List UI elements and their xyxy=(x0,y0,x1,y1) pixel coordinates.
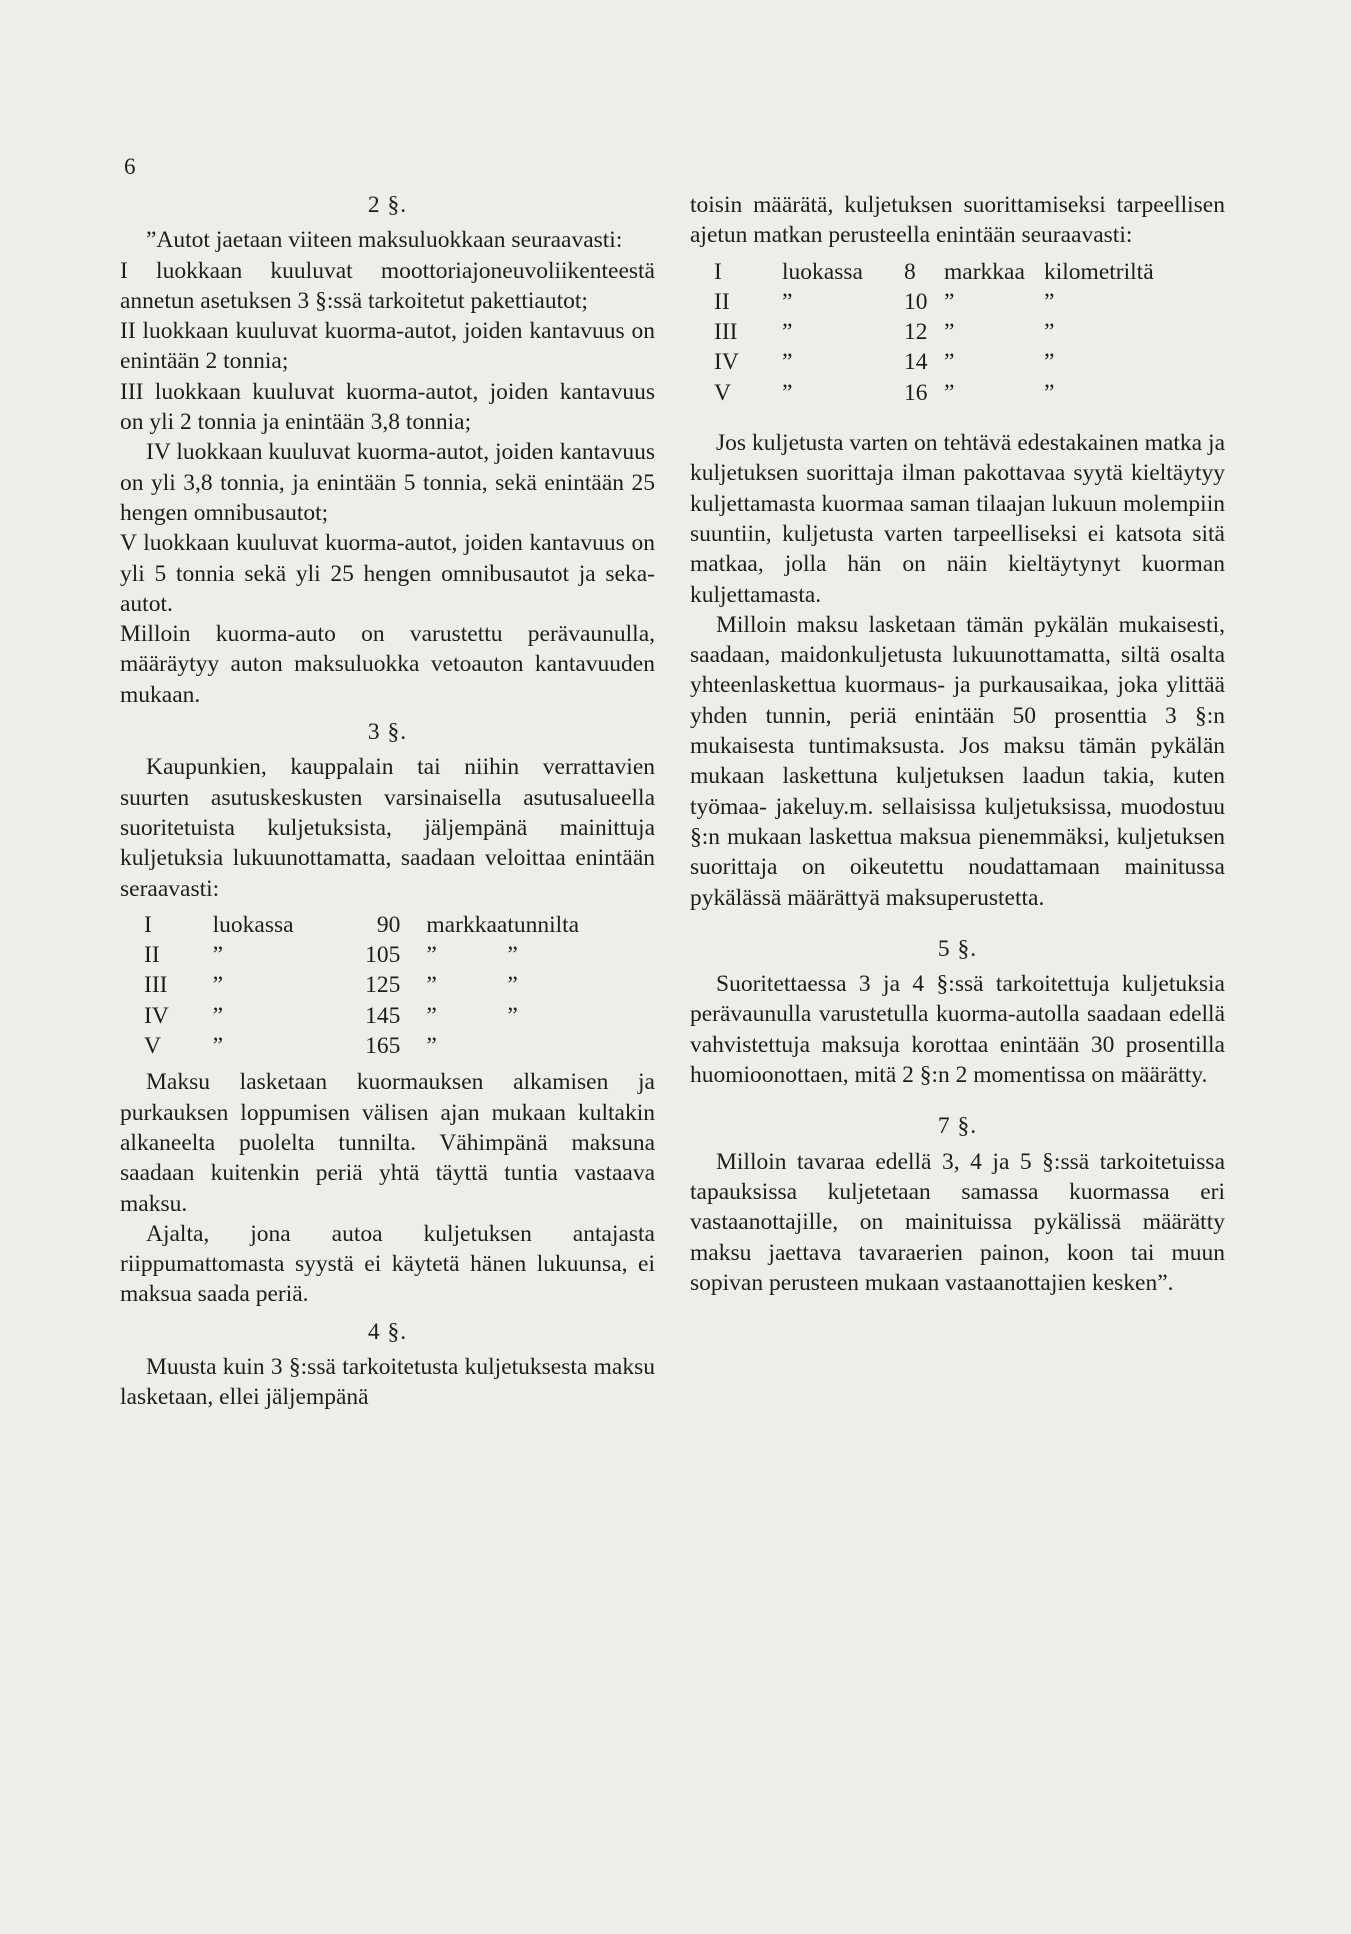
paragraph: Milloin kuorma-auto on varustettu perävaunulla, määräytyy auton maksuluokka vetoauton kantavuuden mukaan. xyxy=(120,621,655,708)
rate-cell: 145 xyxy=(365,1002,401,1029)
rate-cell: ” xyxy=(782,379,793,406)
rate-cell: I xyxy=(714,258,722,285)
rate-cell: I xyxy=(144,911,152,938)
section-heading: 4 §. xyxy=(367,1318,408,1345)
rate-cell: 125 xyxy=(365,972,401,999)
rate-cell: tunnilta xyxy=(507,911,580,938)
paragraph: Milloin maksu lasketaan tämän pykälän mukaisesti, saadaan, maidonkuljetusta lukuunottamatta, siltä osalta yhteenlaskettua kuormaus- ja purkausaikaa, joka ylittää yhden tunnin, periä enintään 50 prosenttia 3 §:n mukaisesta tuntimaksusta. Jos maksu tämän pykälän mukaan laskettuna kuljetuksen laadun takia, kuten työmaa- jakeluy.m. sellaisissa kuljetuksissa, muodostuu §:n mukaan laskettua maksua pienemmäksi, kuljetuksen suorittaja on oikeutettu noudattamaan mainitussa pykälässä määrättyä maksuperustetta. xyxy=(690,611,1225,911)
paragraph: Kaupunkien, kauppalain tai niihin verrattavien suurten asutuskeskusten varsinaisella asutusalueella suoritetuista kuljetuksista, jäljempänä mainittuja kuljetuksia lukuunottamatta, saadaan veloittaa enintään seraavasti: xyxy=(120,754,655,902)
rate-cell: II xyxy=(714,288,730,315)
rate-cell: luokassa xyxy=(212,911,294,938)
paragraph: V luokkaan kuuluvat kuorma-autot, joiden kantavuus on yli 5 tonnia sekä yli 25 hengen omnibusautot ja seka-autot. xyxy=(120,530,655,617)
rate-row xyxy=(714,287,1164,317)
rate-table xyxy=(714,257,1164,408)
rate-cell: 105 xyxy=(365,942,401,969)
paragraph: Milloin tavaraa edellä 3, 4 ja 5 §:ssä tarkoitetuissa tapauksissa kuljetetaan samassa kuormassa eri vastaanottajille, on mainituissa pykälissä määrätty maksu jaettava tavaraerien painon, koon tai muun sopivan perusteen mukaan vastaanottajien kesken”. xyxy=(690,1148,1225,1296)
section-heading: 7 §. xyxy=(937,1113,978,1140)
paragraph: ”Autot jaetaan viiteen maksuluokkaan seuraavasti: xyxy=(146,227,623,254)
rate-cell: ” xyxy=(212,1002,224,1029)
rate-row xyxy=(144,970,655,1000)
rate-cell: V xyxy=(144,1033,161,1060)
rate-cell: ” xyxy=(212,942,224,969)
paragraph: Ajalta, jona autoa kuljetuksen antajasta riippumattomasta syystä ei käytetä hänen lukuunsa, ei maksua saada periä. xyxy=(120,1220,655,1308)
rate-cell: V xyxy=(714,379,731,406)
paragraph: Maksu lasketaan kuormauksen alkamisen ja purkauksen loppumisen välisen ajan mukaan kultakin alkaneelta puolelta tunnilta. Vähimpänä maksuna saadaan kuitenkin periä yhtä täyttä tuntia vastaava maksu. xyxy=(120,1069,655,1217)
rate-cell: ” xyxy=(426,1002,437,1029)
rate-cell: luokassa xyxy=(782,258,863,285)
rate-cell: ” xyxy=(944,349,955,376)
section-heading: 3 §. xyxy=(367,719,408,746)
rate-cell xyxy=(507,1031,655,1061)
paragraph: IV luokkaan kuuluvat kuorma-autot, joiden kantavuus on yli 3,8 tonnia, ja enintään 5 tonnia, sekä enintään 25 hengen omnibusautot; xyxy=(120,439,655,526)
paragraph: III luokkaan kuuluvat kuorma-autot, joiden kantavuus on yli 2 tonnia ja enintään 3,8 tonnia; xyxy=(120,378,655,436)
rate-cell: 10 xyxy=(904,288,928,315)
spacer xyxy=(690,1090,1225,1104)
rate-cell: ” xyxy=(426,942,437,969)
rate-cell: 8 xyxy=(904,258,916,285)
rate-cell: markkaa xyxy=(426,911,508,938)
rate-table xyxy=(144,910,655,1061)
page-number: 6 xyxy=(124,154,136,179)
spacer xyxy=(690,414,1225,428)
rate-cell: ” xyxy=(944,319,955,346)
rate-cell: ” xyxy=(782,288,793,315)
rate-cell: kilometriltä xyxy=(1044,258,1154,285)
paragraph: Suoritettaessa 3 ja 4 §:ssä tarkoitettuja kuljetuksia perävaunulla varustetulla kuorma-autolla saadaan edellä vahvistettuja maksuja korottaa enintään 30 prosentilla huomioonottaen, mitä 2 §:n 2 momentissa on määrätty. xyxy=(690,971,1225,1089)
section-heading: 5 §. xyxy=(937,935,978,962)
rate-row xyxy=(714,347,1164,377)
rate-cell: ” xyxy=(1044,379,1055,406)
rate-cell: ” xyxy=(507,942,518,969)
paragraph: II luokkaan kuuluvat kuorma-autot, joiden kantavuus on enintään 2 tonnia; xyxy=(120,318,655,375)
rate-row xyxy=(714,257,1164,287)
rate-cell: ” xyxy=(1044,349,1055,376)
rate-cell: markkaa xyxy=(944,258,1025,285)
rate-row xyxy=(144,910,655,940)
rate-row xyxy=(144,940,655,970)
paragraph: toisin määrätä, kuljetuksen suorittamiseksi tarpeellisen ajetun matkan perusteella enintään seuraavasti: xyxy=(690,192,1225,249)
left-column xyxy=(120,190,655,1413)
rate-cell: ” xyxy=(782,319,793,346)
paragraph: Jos kuljetusta varten on tehtävä edestakainen matka ja kuljetuksen suorittaja ilman pakottavaa syytä kieltäytyy kuljettamasta kuormaa saman tilaajan lukuun molempiin suuntiin, kuljetusta varten tarpeelliseksi ei katsota sitä matkaa, jolla hän on näin kieltäytynyt kuorman kuljettamasta. xyxy=(690,430,1225,608)
rate-cell: ” xyxy=(212,1033,224,1060)
rate-cell: ” xyxy=(212,972,224,999)
rate-row xyxy=(714,317,1164,347)
rate-row xyxy=(144,1001,655,1031)
paragraph: I luokkaan kuuluvat moottoriajoneuvoliikenteestä annetun asetuksen 3 §:ssä tarkoitetut pakettiautot; xyxy=(120,257,655,314)
rate-cell: ” xyxy=(507,1002,518,1029)
rate-row xyxy=(714,378,1164,408)
section-heading: 2 §. xyxy=(367,192,408,218)
rate-cell: ” xyxy=(426,972,437,999)
rate-cell: ” xyxy=(1044,319,1055,346)
rate-cell: 90 xyxy=(376,911,401,938)
rate-cell: ” xyxy=(782,349,793,376)
paragraph: Muusta kuin 3 §:ssä tarkoitetusta kuljetuksesta maksu lasketaan, ellei jäljempänä xyxy=(120,1353,655,1411)
rate-cell: IV xyxy=(714,349,739,376)
rate-cell: 14 xyxy=(904,349,928,376)
rate-cell: ” xyxy=(507,972,518,999)
rate-cell: 12 xyxy=(904,319,928,346)
rate-cell: II xyxy=(144,942,160,969)
rate-cell: ” xyxy=(944,288,955,315)
rate-cell: 165 xyxy=(365,1033,401,1060)
rate-cell: ” xyxy=(944,379,955,406)
rate-cell: 16 xyxy=(904,379,928,406)
rate-cell: ” xyxy=(1044,288,1055,315)
rate-cell: IV xyxy=(144,1002,169,1029)
spacer xyxy=(690,913,1225,927)
rate-row xyxy=(144,1031,655,1061)
rate-cell: ” xyxy=(426,1033,437,1060)
rate-cell: III xyxy=(714,319,738,346)
rate-cell: III xyxy=(144,972,168,999)
right-column xyxy=(690,190,1225,1298)
